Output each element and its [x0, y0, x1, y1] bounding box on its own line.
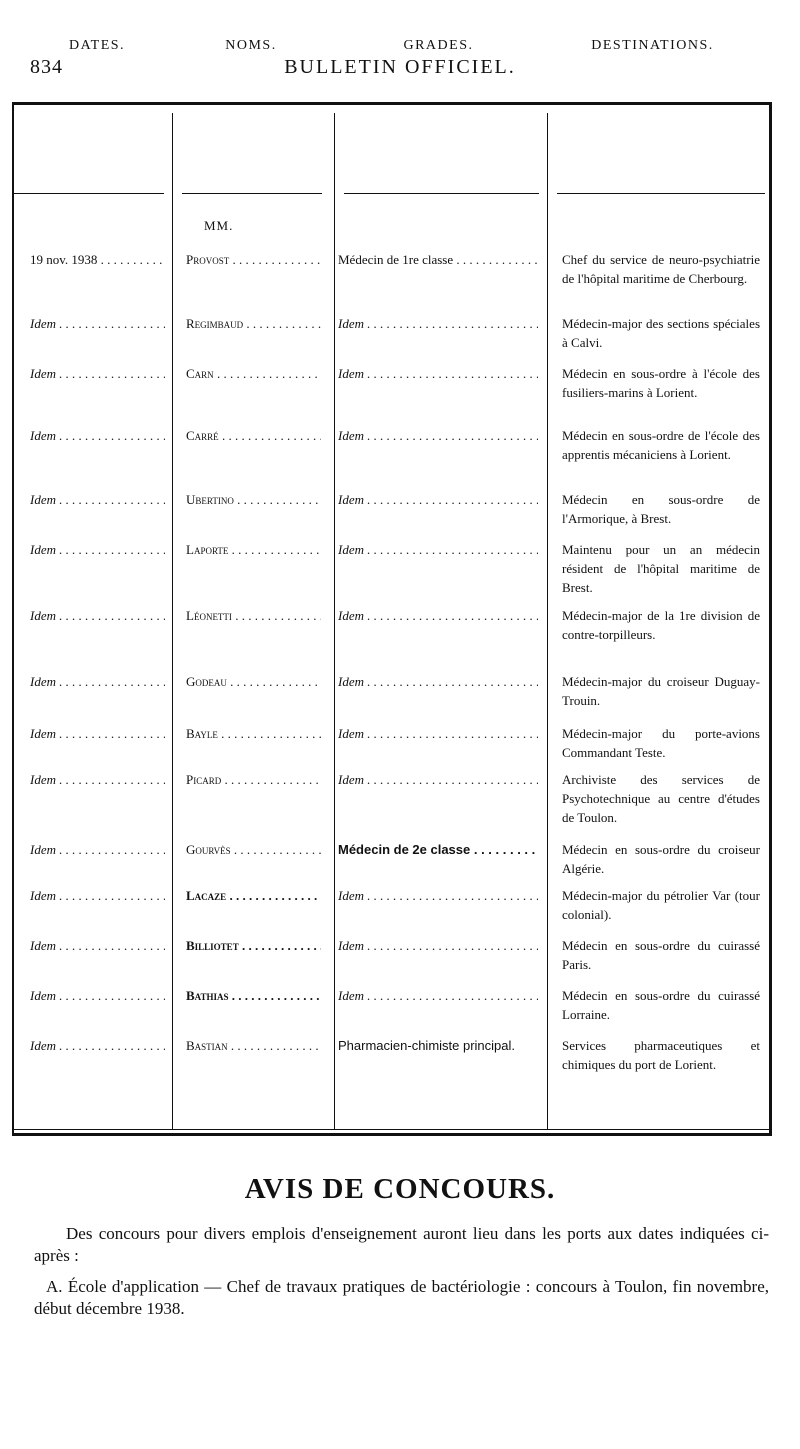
row-destination: Médecin-major du croiseur Duguay-Trouin.	[562, 674, 760, 708]
row-destination: Médecin-major de la 1re division de contre-torpilleurs.	[562, 608, 760, 642]
notice-title: AVIS DE CONCOURS.	[244, 1173, 556, 1205]
row-date: Idem . . .	[30, 724, 165, 743]
row-date: 19 nov. 1938 . . .	[30, 250, 165, 269]
row-name: Laporte . . .	[186, 540, 321, 559]
row-date: Idem . . .	[30, 770, 165, 789]
row-destination: Médecin en sous-ordre du croiseur Algérie.	[562, 842, 760, 876]
row-destination: Médecin-major des sections spéciales à Calvi.	[562, 316, 760, 350]
row-name: Lacaze . . .	[186, 886, 321, 905]
row-destination: Médecin-major du pétrolier Var (tour colonial).	[562, 888, 760, 922]
row-grade: Médecin de 2e classe . . .	[338, 840, 538, 859]
row-destination: Médecin en sous-ordre de l'école des apprentis mécaniciens à Lorient.	[562, 428, 760, 462]
row-grade: Idem . . .	[338, 314, 538, 333]
row-name: Ubertino . . .	[186, 490, 321, 509]
row-date: Idem . . .	[30, 490, 165, 509]
header-rule	[182, 193, 322, 194]
column-header-dates: DATES.	[68, 38, 126, 53]
row-destination: Médecin en sous-ordre à l'école des fusiliers-marins à Lorient.	[562, 366, 760, 400]
row-grade: Idem . . .	[338, 606, 538, 625]
row-grade: Idem . . .	[338, 936, 538, 955]
row-name: Léonetti . . .	[186, 606, 321, 625]
row-date: Idem . . .	[30, 886, 165, 905]
row-name: Provost . . .	[186, 250, 321, 269]
row-destination: Services pharmaceutiques et chimiques du port de Lorient.	[562, 1038, 760, 1072]
column-header-noms: NOMS.	[225, 38, 277, 53]
row-destination: Médecin en sous-ordre du cuirassé Lorraine.	[562, 988, 760, 1022]
row-destination: Médecin en sous-ordre du cuirassé Paris.	[562, 938, 760, 972]
row-date: Idem . . .	[30, 426, 165, 445]
row-grade: Médecin de 1re classe . . .	[338, 250, 538, 269]
row-name: Gourvès . . .	[186, 840, 321, 859]
header-rule	[344, 193, 539, 194]
row-date: Idem . . .	[30, 672, 165, 691]
row-date: Idem . . .	[30, 606, 165, 625]
row-date: Idem . . .	[30, 840, 165, 859]
running-title: BULLETIN OFFICIEL.	[284, 56, 516, 78]
row-date: Idem . . .	[30, 540, 165, 559]
row-destination: Chef du service de neuro-psychiatrie de l'hôpital maritime de Cherbourg.	[562, 252, 760, 286]
row-grade: Idem . . .	[338, 724, 538, 743]
column-header-destinations: DESTINATIONS.	[591, 38, 714, 53]
row-date: Idem . . .	[30, 936, 165, 955]
row-destination: Médecin-major du porte-avions Commandant Teste.	[562, 726, 760, 760]
column-header-grades: GRADES.	[403, 38, 474, 53]
row-name: Godeau . . .	[186, 672, 321, 691]
row-grade: Idem . . .	[338, 364, 538, 383]
header-rule	[557, 193, 765, 194]
row-date: Idem . . .	[30, 986, 165, 1005]
row-name: Picard . . .	[186, 770, 321, 789]
row-grade: Idem . . .	[338, 672, 538, 691]
row-name: Bathias . . .	[186, 986, 321, 1005]
row-destination: Médecin en sous-ordre de l'Armorique, à Brest.	[562, 492, 760, 526]
row-date: Idem . . .	[30, 364, 165, 383]
column-divider	[334, 113, 335, 1129]
row-grade: Idem . . .	[338, 540, 538, 559]
mm-label: MM.	[204, 218, 234, 233]
row-grade: Idem . . .	[338, 886, 538, 905]
row-grade: Idem . . .	[338, 490, 538, 509]
page-header	[0, 56, 800, 86]
row-grade: Pharmacien-chimiste principal.	[338, 1038, 516, 1053]
row-grade: Idem . . .	[338, 770, 538, 789]
row-name: Carn . . .	[186, 364, 321, 383]
row-destination: Archiviste des services de Psychotechnique au centre d'études de Toulon.	[562, 772, 760, 825]
page-number: 834	[30, 56, 63, 78]
row-name: Regimbaud . . .	[186, 314, 321, 333]
column-divider	[547, 113, 548, 1129]
column-divider	[172, 113, 173, 1129]
row-name: Bayle . . .	[186, 724, 321, 743]
row-date: Idem . . .	[30, 1036, 165, 1055]
row-name: Carré . . .	[186, 426, 321, 445]
row-grade: Idem . . .	[338, 986, 538, 1005]
notice-paragraph: Des concours pour divers emplois d'enseignement auront lieu dans les ports aux dates indiquées ci-après :	[34, 1224, 769, 1265]
header-rule	[14, 193, 164, 194]
row-name: Billiotet . . .	[186, 936, 321, 955]
row-grade: Idem . . .	[338, 426, 538, 445]
row-destination: Maintenu pour un an médecin résident de l'hôpital maritime de Brest.	[562, 542, 760, 595]
row-name: Bastian . . .	[186, 1036, 321, 1055]
row-date: Idem . . .	[30, 314, 165, 333]
notice-paragraph: A. École d'application — Chef de travaux pratiques de bactériologie : concours à Toulon, fin novembre, début décembre 1938.	[34, 1277, 769, 1318]
